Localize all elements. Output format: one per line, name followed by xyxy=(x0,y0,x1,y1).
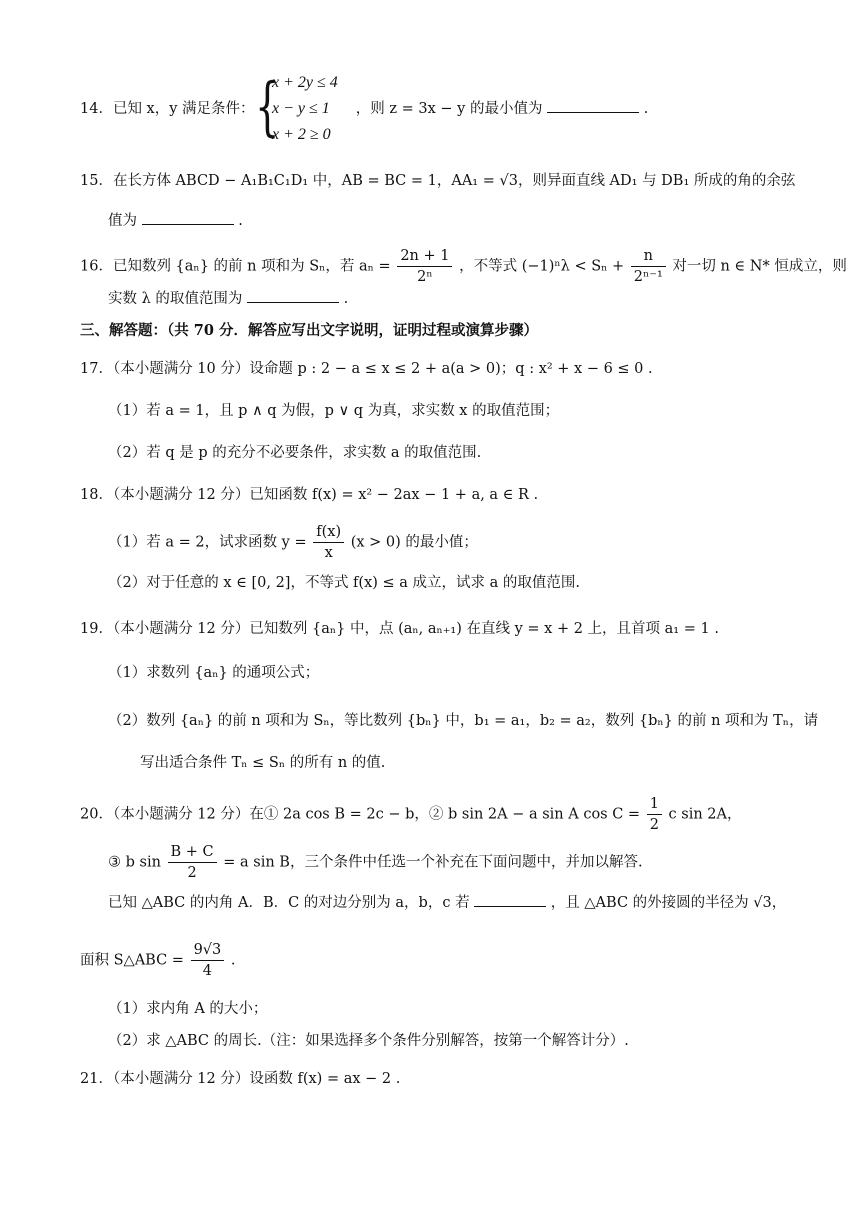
q16-fraction-1-denominator: 2ⁿ xyxy=(417,269,433,285)
q16-part-a: 16．已知数列 {aₙ} 的前 n 项和为 Sₙ，若 aₙ = xyxy=(80,258,391,275)
q14-constraint-1: x + 2y ≤ 4 xyxy=(272,74,338,91)
section-3-heading: 三、解答题：（共 70 分．解答应写出文字说明，证明过程或演算步骤） xyxy=(80,322,539,339)
q20-condition-blank xyxy=(474,892,546,907)
q16-fraction-2-denominator: 2ⁿ⁻¹ xyxy=(633,269,663,285)
q20-given-b: ，且 △ABC 的外接圆的半径为 √3， xyxy=(550,895,787,911)
q18-part-1 xyxy=(108,522,800,563)
q18-part-1-a: （1）若 a = 2，试求函数 y = xyxy=(108,534,307,551)
q16-answer-blank xyxy=(247,288,339,303)
q20-condition-3-numerator: B + C xyxy=(168,842,217,863)
q20-area-b: . xyxy=(230,952,236,969)
q20-condition-3-fraction xyxy=(168,842,217,883)
q20-part-2: （2）求 △ABC 的周长.（注：如果选择多个条件分别解答，按第一个解答计分）. xyxy=(108,1033,629,1049)
q19-stem: 19．（本小题满分 12 分）已知数列 {aₙ} 中，点 (aₙ, aₙ₊₁) 在直线 y = x + 2 上，且首项 a₁ = 1 . xyxy=(80,621,719,637)
q18-part-1-b: (x > 0) 的最小值； xyxy=(350,534,478,551)
q14-constraint-3: x + 2 ≥ 0 xyxy=(272,126,331,143)
q16-fraction-1-numerator: 2n + 1 xyxy=(397,246,452,267)
q18-stem: 18．（本小题满分 12 分）已知函数 f(x) = x² − 2ax − 1 + a, a ∈ R . xyxy=(80,487,539,503)
q20-stem-b: c sin 2A， xyxy=(668,806,742,823)
q19-part-1: （1）求数列 {aₙ} 的通项公式； xyxy=(108,665,320,681)
q16-fraction-1 xyxy=(397,246,452,287)
q14-line xyxy=(80,98,800,120)
q15-line-2-text: 值为 xyxy=(108,213,137,229)
q14-constraint-2: x − y ≤ 1 xyxy=(272,100,330,117)
q20-area xyxy=(80,940,800,981)
q20-condition-3-denominator: 2 xyxy=(187,865,197,881)
q16-end: . xyxy=(343,291,349,307)
q21-stem: 21．（本小题满分 12 分）设函数 f(x) = ax − 2 . xyxy=(80,1071,401,1087)
q20-stem-a: 20．（本小题满分 12 分）在① 2a cos B = 2c − b，② b sin 2A − a sin A cos C = xyxy=(80,806,641,823)
q20-area-fraction xyxy=(191,940,225,981)
q18-fraction-numerator: f(x) xyxy=(313,522,344,543)
q14-end: . xyxy=(643,101,649,117)
q20-given-a: 已知 △ABC 的内角 A．B．C 的对边分别为 a，b，c 若 xyxy=(108,895,470,911)
q17-stem: 17．（本小题满分 10 分）设命题 p : 2 − a ≤ x ≤ 2 + a(a > 0)；q : x² + x − 6 ≤ 0 . xyxy=(80,361,653,377)
q20-condition-3-b: = a sin B，三个条件中任选一个补充在下面问题中，并加以解答. xyxy=(223,854,643,871)
q16-part-b: ，不等式 (−1)ⁿλ < Sₙ + xyxy=(459,258,625,275)
q14-prefix: 14．已知 x，y 满足条件： xyxy=(80,101,255,117)
q14-answer-blank xyxy=(547,98,639,113)
q15-end: . xyxy=(238,213,243,229)
q20-area-a: 面积 S△ABC = xyxy=(80,952,184,969)
q14-system-brace: { xyxy=(255,70,280,144)
q15-answer-blank xyxy=(142,210,234,225)
q16-fraction-2 xyxy=(631,246,666,287)
q16-line-1 xyxy=(80,246,847,287)
q20-stem xyxy=(80,794,800,835)
q18-part-2: （2）对于任意的 x ∈ [0, 2]，不等式 f(x) ≤ a 成立，试求 a 的取值范围. xyxy=(108,575,581,591)
q18-fraction xyxy=(313,522,344,563)
q20-area-denominator: 4 xyxy=(202,963,213,979)
q20-condition-3 xyxy=(108,842,800,883)
q20-half-fraction xyxy=(647,794,662,835)
q16-line-2 xyxy=(108,288,800,310)
q20-half-denominator: 2 xyxy=(649,817,659,833)
q20-area-numerator: 9√3 xyxy=(191,940,225,961)
q14-suffix: ，则 z = 3x − y 的最小值为 xyxy=(355,101,543,117)
q15-line-2 xyxy=(108,210,800,232)
q19-part-2-cont: 写出适合条件 Tₙ ≤ Sₙ 的所有 n 的值. xyxy=(140,755,386,771)
q16-fraction-2-numerator: n xyxy=(631,246,666,267)
q20-part-1: （1）求内角 A 的大小； xyxy=(108,1001,268,1017)
q15-line-1: 15．在长方体 ABCD − A₁B₁C₁D₁ 中，AB = BC = 1，AA₁ = √3，则异面直线 AD₁ 与 DB₁ 所成的角的余弦 xyxy=(80,173,796,189)
q17-part-1: （1）若 a = 1，且 p ∧ q 为假，p ∨ q 为真，求实数 x 的取值范围； xyxy=(108,403,560,419)
q19-part-2: （2）数列 {aₙ} 的前 n 项和为 Sₙ，等比数列 {bₙ} 中，b₁ = a₁，b₂ = a₂，数列 {bₙ} 的前 n 项和为 Tₙ，请 xyxy=(108,713,819,729)
q18-fraction-denominator: x xyxy=(324,545,333,561)
q16-part-c: 对一切 n ∈ N* 恒成立，则 xyxy=(672,258,847,275)
q20-given xyxy=(108,892,800,914)
q20-condition-3-a: ③ b sin xyxy=(108,854,161,871)
q16-line-2-text: 实数 λ 的取值范围为 xyxy=(108,291,243,307)
q17-part-2: （2）若 q 是 p 的充分不必要条件，求实数 a 的取值范围. xyxy=(108,445,482,461)
q20-half-numerator: 1 xyxy=(647,794,662,815)
